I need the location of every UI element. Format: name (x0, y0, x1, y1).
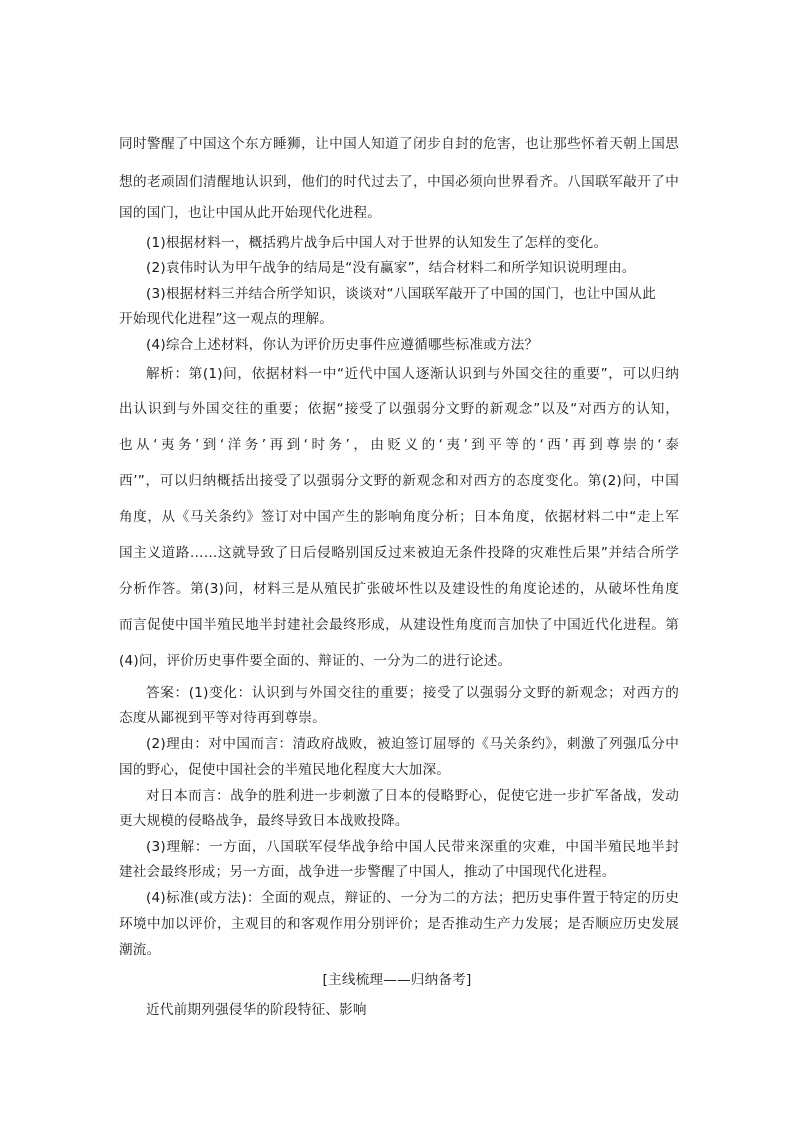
question-1: (1)根据材料一，概括鸦片战争后中国人对于世界的认知发生了怎样的变化。 (146, 235, 608, 251)
answer-line: 潮流。 (119, 942, 161, 958)
text-line: 开始现代化进程”这一观点的理解。 (119, 311, 334, 327)
answer-line: 答案：(1)变化：认识到与外国交往的重要；接受了以强弱分文野的新观念；对西方的 (146, 685, 679, 701)
answer-line: (4)标准(或方法)：全面的观点，辩证的、一分为二的方法；把历史事件置于特定的历史 (146, 890, 679, 906)
analysis-line: 国主义道路……这就导致了日后侵略别国反过来被迫无条件投降的灾难性后果”并结合所学 (119, 545, 679, 561)
analysis-line: 也从‘夷务’到‘洋务’再到‘时务’，由贬义的‘夷’到平等的‘西’再到尊崇的‘泰 (119, 437, 679, 453)
section-heading: [主线梳理——归纳备考] (322, 972, 472, 988)
analysis-line: 出认识到与外国交往的重要；依据“接受了以强弱分文野的新观念”以及“对西方的认知， (119, 401, 679, 417)
answer-line: (3)理解：一方面，八国联军侵华战争给中国人民带来深重的灾难，中国半殖民地半封 (146, 839, 679, 855)
section-subtitle: 近代前期列强侵华的阶段特征、影响 (146, 1002, 367, 1018)
question-3: (3)根据材料三并结合所学知识，谈谈对“八国联军敲开了中国的国门，也让中国从此 (146, 286, 656, 302)
text-line: 同时警醒了中国这个东方睡狮，让中国人知道了闭步自封的危害，也让那些怀着天朝上国思 (119, 136, 679, 152)
answer-line: 建社会最终形成；另一方面，战争进一步警醒了中国人，推动了中国现代化进程。 (119, 864, 616, 880)
answer-line: 对日本而言：战争的胜利进一步刺激了日本的侵略野心，促使它进一步扩军备战，发动 (146, 788, 679, 804)
answer-line: 国的野心，促使中国社会的半殖民地化程度大大加深。 (119, 762, 451, 778)
text-line: 想的老顽固们清醒地认识到，他们的时代过去了，中国必须向世界看齐。八国联军敲开了中 (119, 174, 679, 190)
text-line: 国的国门，也让中国从此开始现代化进程。 (119, 205, 382, 221)
analysis-line: 分析作答。第(3)问，材料三是从殖民扩张破坏性以及建设性的角度论述的，从破坏性角度 (119, 581, 679, 597)
analysis-line: 解析：第(1)问，依据材料一中“近代中国人逐渐认识到与外国交往的重要”，可以归纳 (146, 366, 679, 382)
analysis-line: 角度，从《马关条约》签订对中国产生的影响角度分析；日本角度，依据材料二中“走上军 (119, 509, 679, 525)
analysis-line: 而言促使中国半殖民地半封建社会最终形成，从建设性角度而言加快了中国近代化进程。第 (119, 617, 679, 633)
analysis-line: 西’”，可以归纳概括出接受了以强弱分文野的新观念和对西方的态度变化。第(2)问，中国 (119, 473, 679, 489)
answer-line: 更大规模的侵略战争，最终导致日本战败投降。 (119, 813, 409, 829)
analysis-line: (4)问，评价历史事件要全面的、辩证的、一分为二的进行论述。 (119, 653, 512, 669)
answer-line: 环境中加以评价，主观目的和客观作用分别评价；是否推动生产力发展；是否顺应历史发展 (119, 916, 679, 932)
question-2: (2)袁伟时认为甲午战争的结局是“没有赢家”，结合材料二和所学知识说明理由。 (146, 260, 636, 276)
answer-line: 态度从鄙视到平等对待再到尊崇。 (119, 710, 326, 726)
answer-line: (2)理由：对中国而言：清政府战败，被迫签订屈辱的《马关条约》，刺激了列强瓜分中 (146, 736, 679, 752)
question-4: (4)综合上述材料，你认为评价历史事件应遵循哪些标准或方法？ (146, 337, 539, 353)
